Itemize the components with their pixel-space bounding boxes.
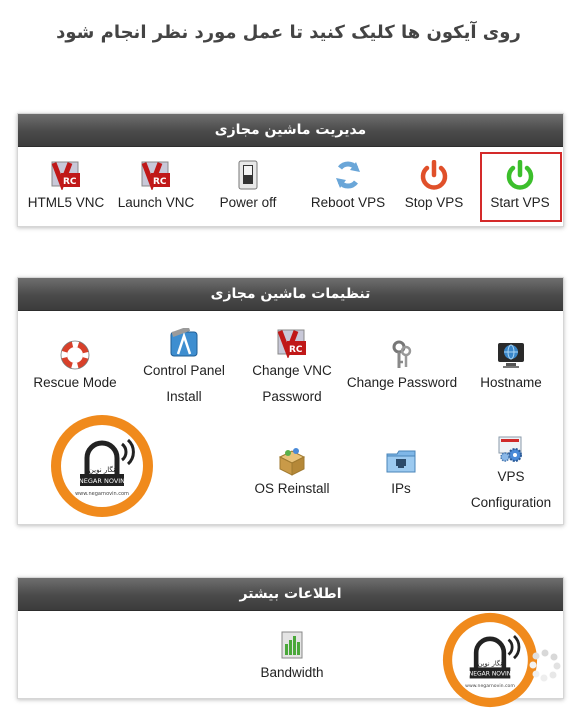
stop-vps-button[interactable]: Stop VPS — [392, 160, 476, 216]
power-green-icon — [504, 160, 536, 190]
watermark-sub-text: NEGAR NOVIN — [468, 670, 512, 678]
watermark-logo — [442, 612, 538, 708]
keys-icon — [386, 340, 418, 370]
network-folder-icon — [385, 446, 417, 476]
launch-vnc-button[interactable]: RC Launch VNC — [114, 160, 198, 216]
reboot-vps-button[interactable]: Reboot VPS — [298, 160, 398, 216]
power-off-button[interactable]: Power off — [206, 160, 290, 216]
xcode-tools-icon — [168, 328, 200, 358]
watermark-logo — [50, 414, 154, 518]
power-red-icon — [418, 160, 450, 190]
lifebuoy-icon — [59, 340, 91, 370]
watermark-url: www.negarnovin.com — [465, 683, 515, 689]
vnc-icon — [140, 160, 172, 190]
watermark-sub-text: NEGAR NOVIN — [78, 477, 126, 485]
change-password-button[interactable]: Change Password — [346, 340, 458, 396]
panel-title: اطلاعات بیشتر — [18, 578, 563, 611]
more-info-panel — [17, 577, 564, 699]
vm-management-panel — [17, 113, 564, 227]
vnc-icon — [50, 160, 82, 190]
vnc-icon — [276, 328, 308, 358]
package-icon — [276, 446, 308, 476]
page-instruction: روی آیکون ها کلیک کنید تا عمل مورد نظر انجام شود — [56, 22, 521, 43]
loading-spinner-icon — [528, 648, 562, 682]
change-vnc-password-button[interactable]: RC Change VNC Password — [244, 328, 340, 410]
vps-configuration-button[interactable]: VPS Configuration — [464, 434, 558, 516]
control-panel-install-button[interactable]: Control Panel Install — [136, 328, 232, 410]
panel-title: مدیریت ماشین مجازی — [18, 114, 563, 147]
watermark-logo-text: نگار نوین — [477, 659, 503, 668]
svg-text:RC: RC — [153, 177, 167, 187]
watermark-logo-text: نگار نوین — [88, 466, 116, 474]
start-vps-button[interactable]: Start VPS — [478, 160, 562, 216]
ips-button[interactable]: IPs — [354, 446, 448, 502]
bandwidth-button[interactable]: Bandwidth — [244, 630, 340, 686]
vm-settings-panel — [17, 277, 564, 525]
hostname-button[interactable]: Hostname — [464, 340, 558, 396]
reboot-icon — [332, 160, 364, 190]
power-switch-icon — [232, 160, 264, 190]
watermark-url: www.negarnovin.com — [75, 491, 129, 497]
monitor-globe-icon — [495, 340, 527, 370]
panel-title: تنظیمات ماشین مجازی — [18, 278, 563, 311]
svg-text:RC: RC — [289, 345, 303, 355]
rescue-mode-button[interactable]: Rescue Mode — [28, 340, 122, 396]
html5-vnc-button[interactable]: RC HTML5 VNC — [24, 160, 108, 216]
svg-text:RC: RC — [63, 177, 77, 187]
bandwidth-icon — [276, 630, 308, 660]
os-reinstall-button[interactable]: OS Reinstall — [244, 446, 340, 502]
config-gears-icon — [495, 434, 527, 464]
